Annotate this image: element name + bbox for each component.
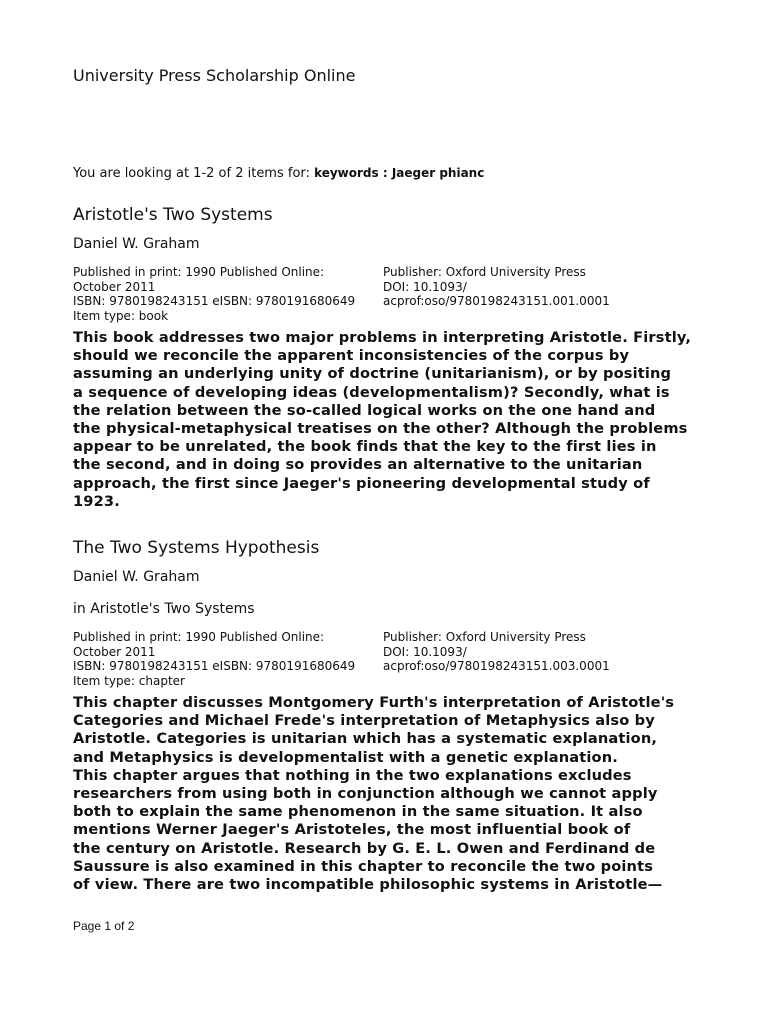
metadata-right-column [383, 630, 683, 674]
abstract-line: Aristotle. Categories is unitarian which has a systematic explanation, [73, 730, 658, 748]
metadata-line: DOI: 10.1093/ [383, 279, 467, 294]
abstract-line: the second, and in doing so provides an alternative to the unitarian [73, 456, 643, 474]
abstract-line: mentions Werner Jaeger's Aristoteles, the most influential book of [73, 821, 631, 839]
metadata-line: Publisher: Oxford University Press [383, 265, 586, 279]
page-number: Page 1 of 2 [73, 919, 135, 933]
metadata-line: Publisher: Oxford University Press [383, 630, 586, 644]
metadata-line: October 2011 [73, 279, 156, 294]
document-page [73, 0, 693, 1024]
metadata-line: acprof:oso/9780198243151.001.0001 [383, 294, 610, 308]
result-abstract [73, 694, 693, 894]
site-title: University Press Scholarship Online [73, 66, 356, 85]
abstract-line: a sequence of developing ideas (developmentalism)? Secondly, what is [73, 383, 670, 401]
search-keywords: keywords : Jaeger phianc [314, 166, 485, 180]
result-abstract [73, 329, 693, 511]
metadata-right-column [383, 265, 683, 309]
abstract-line: both to explain the same phenomenon in the same situation. It also [73, 803, 643, 821]
metadata-left-column [73, 265, 388, 323]
result-item [73, 204, 693, 511]
abstract-line: This book addresses two major problems in interpreting Aristotle. Firstly, [73, 329, 692, 346]
result-title[interactable]: The Two Systems Hypothesis [73, 538, 320, 558]
result-metadata [73, 265, 693, 323]
search-summary-prefix: You are looking at 1-2 of 2 items for: [73, 166, 310, 181]
metadata-line: Published in print: 1990 Published Online: [73, 630, 325, 644]
result-item [73, 537, 693, 894]
abstract-line: Categories and Michael Frede's interpretation of Metaphysics also by [73, 712, 655, 730]
result-parent-book[interactable]: in Aristotle's Two Systems [73, 601, 255, 617]
search-summary [73, 164, 484, 183]
abstract-line: and Metaphysics is developmentalist with a genetic explanation. [73, 748, 618, 766]
result-metadata [73, 630, 693, 688]
abstract-line: appear to be unrelated, the book finds that the key to the first lies in [73, 438, 657, 456]
result-author: Daniel W. Graham [73, 236, 200, 252]
metadata-line: DOI: 10.1093/ [383, 644, 467, 659]
result-title[interactable]: Aristotle's Two Systems [73, 205, 273, 225]
metadata-line: ISBN: 9780198243151 eISBN: 9780191680649 [73, 294, 356, 308]
abstract-line: Saussure is also examined in this chapter to reconcile the two points [73, 857, 654, 875]
abstract-line: assuming an underlying unity of doctrine (unitarianism), or by positing [73, 365, 672, 383]
metadata-line: acprof:oso/9780198243151.003.0001 [383, 659, 610, 673]
metadata-line: Item type: book [73, 308, 169, 323]
abstract-line: This chapter argues that nothing in the two explanations excludes [73, 766, 632, 784]
abstract-line: of view. There are two incompatible philosophic systems in Aristotle— [73, 876, 663, 894]
metadata-line: Published in print: 1990 Published Online: [73, 265, 325, 279]
abstract-line: This chapter discusses Montgomery Furth's interpretation of Aristotle's [73, 694, 675, 711]
abstract-line: the relation between the so-called logical works on the one hand and [73, 401, 656, 419]
abstract-line: approach, the first since Jaeger's pioneering developmental study of [73, 474, 650, 492]
metadata-line: October 2011 [73, 644, 156, 659]
abstract-line: should we reconcile the apparent inconsistencies of the corpus by [73, 347, 630, 365]
metadata-line: Item type: chapter [73, 673, 185, 688]
abstract-line: researchers from using both in conjunction although we cannot apply [73, 785, 658, 803]
metadata-line: ISBN: 9780198243151 eISBN: 9780191680649 [73, 659, 356, 673]
abstract-line: 1923. [73, 492, 120, 510]
abstract-line: the physical-metaphysical treatises on the other? Although the problems [73, 420, 688, 438]
abstract-line: the century on Aristotle. Research by G. E. L. Owen and Ferdinand de [73, 839, 656, 857]
metadata-left-column [73, 630, 388, 688]
result-author: Daniel W. Graham [73, 569, 200, 585]
